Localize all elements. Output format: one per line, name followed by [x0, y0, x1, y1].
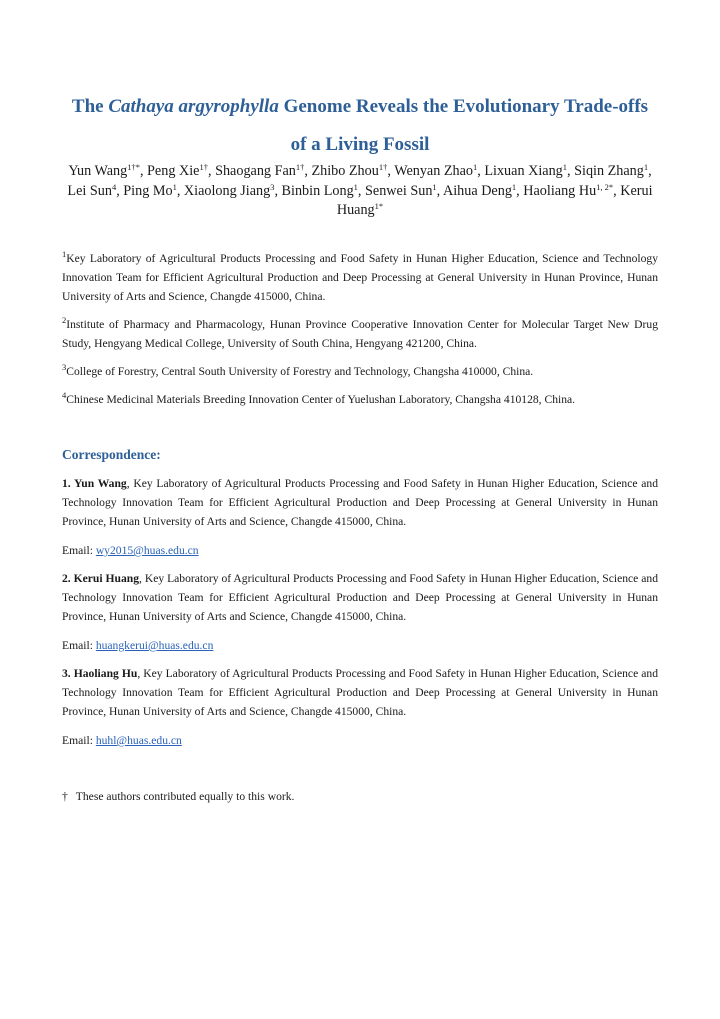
correspondence-email-1 [62, 541, 199, 560]
affiliation-2 [62, 315, 658, 353]
author-affiliation-mark: 4 [111, 181, 117, 192]
author-separator: , [274, 182, 282, 199]
author-name: Lixuan Xiang [484, 163, 563, 179]
author-name: Wenyan Zhao [394, 163, 474, 179]
author-name: Xiaolong Jiang [183, 182, 271, 199]
author-separator: , [567, 163, 575, 179]
author-affiliation-mark: 1 [432, 181, 437, 192]
author-name: Zhibo Zhou [311, 163, 379, 179]
author-name: Peng Xie [147, 163, 200, 179]
author-name: Siqin Zhang [574, 163, 644, 179]
author-separator: , [387, 163, 395, 179]
author-affiliation-mark: 1 [562, 162, 568, 172]
email-label: Email: [62, 544, 96, 557]
email-link[interactable]: wy2015@huas.edu.cn [95, 544, 199, 557]
affiliation-3 [62, 362, 658, 381]
author-affiliation-mark: 1, 2* [596, 181, 614, 192]
correspondent-name: 2. Kerui Huang [62, 572, 140, 585]
title-species-name: Cathaya argyrophylla [108, 96, 279, 117]
author-affiliation-mark: 1* [374, 201, 384, 211]
author-separator: , [613, 182, 621, 199]
affiliation-text: Chinese Medicinal Materials Breeding Innovation Center of Yuelushan Laboratory, Changsha 410128, China. [66, 393, 576, 406]
author-name: Kerui Huang [336, 182, 653, 218]
email-link[interactable]: huhl@huas.edu.cn [95, 734, 182, 747]
author-name: Shaogang Fan [215, 163, 296, 179]
title-suffix: Genome Reveals the Evolutionary Trade-offs [278, 96, 649, 117]
author-name: Lei Sun [67, 182, 112, 199]
correspondent-address: , Key Laboratory of Agricultural Products Processing and Food Safety in Hunan Higher Education, Science and Technology Innovation Team for Efficient Agricultural Production and Deep Processing at General University in Hunan Province, Hunan University of Arts and Science, Changde 415000, China. [62, 477, 658, 528]
correspondent-address: , Key Laboratory of Agricultural Products Processing and Food Safety in Hunan Higher Education, Science and Technology Innovation Team for Efficient Agricultural Production and Deep Processing at General University in Hunan Province, Hunan University of Arts and Science, Changde 415000, China. [62, 572, 658, 623]
author-separator: , [176, 182, 184, 199]
author-list [60, 162, 660, 221]
author-name: Haoliang Hu [523, 182, 597, 199]
email-link[interactable]: huangkerui@huas.edu.cn [95, 639, 214, 652]
author-affiliation-mark: 1 [643, 162, 649, 172]
correspondence-entry-1 [62, 474, 658, 531]
author-affiliation-mark: 1 [172, 181, 177, 192]
author-name: Binbin Long [281, 182, 354, 199]
author-affiliation-mark: 1† [199, 162, 208, 172]
author-affiliation-mark: 1 [473, 162, 478, 172]
author-separator: , [436, 182, 443, 199]
author-affiliation-mark: 3 [270, 181, 275, 192]
affiliation-number: 3 [62, 362, 67, 372]
affiliation-text: Institute of Pharmacy and Pharmacology, Hunan Province Cooperative Innovation Center for Molecular Target New Drug Study, Hengyang Medical College, University of South China, Hengyang 421200, China. [62, 318, 658, 350]
author-separator: , [648, 163, 652, 179]
author-affiliation-mark: 1 [353, 181, 358, 192]
affiliation-text: College of Forestry, Central South University of Forestry and Technology, Changsha 410000, China. [66, 365, 534, 378]
correspondence-email-2 [62, 636, 213, 655]
affiliation-number: 4 [62, 390, 67, 400]
correspondence-entry-3 [62, 664, 658, 721]
correspondent-name: 3. Haoliang Hu [62, 667, 138, 680]
email-label: Email: [62, 639, 96, 652]
author-name: Yun Wang [68, 163, 128, 179]
paper-title-line-1 [40, 95, 680, 119]
author-separator: , [516, 182, 524, 199]
author-name: Aihua Deng [442, 182, 512, 199]
author-name: Ping Mo [123, 182, 173, 199]
affiliation-number: 2 [62, 315, 67, 325]
footnote-text: These authors contributed equally to this work. [75, 790, 295, 803]
correspondent-address: , Key Laboratory of Agricultural Products Processing and Food Safety in Hunan Higher Education, Science and Technology Innovation Team for Efficient Agricultural Production and Deep Processing at General University in Hunan Province, Hunan University of Arts and Science, Changde 415000, China. [62, 667, 658, 718]
author-affiliation-mark: 1†* [127, 162, 140, 172]
email-label: Email: [62, 734, 96, 747]
author-separator: , [304, 163, 312, 179]
equal-contribution-footnote [62, 787, 294, 806]
paper-title-line-2: of a Living Fossil [290, 134, 430, 155]
affiliation-4 [62, 390, 658, 409]
correspondence-heading: Correspondence: [62, 447, 161, 462]
correspondence-email-3 [62, 731, 182, 750]
author-separator: , [477, 163, 485, 179]
author-affiliation-mark: 1† [295, 162, 305, 172]
affiliation-text: Key Laboratory of Agricultural Products Processing and Food Safety in Hunan Higher Education, Science and Technology Innovation Team for Efficient Agricultural Production and Deep Processing at General University in Hunan Province, Hunan University of Arts and Science, Changde 415000, China. [62, 252, 658, 303]
title-prefix: The [71, 96, 109, 117]
correspondent-name: 1. Yun Wang [62, 477, 127, 490]
correspondence-entry-2 [62, 569, 658, 626]
author-affiliation-mark: 1† [378, 162, 388, 172]
author-separator: , [116, 182, 124, 199]
author-affiliation-mark: 1 [511, 181, 517, 192]
affiliation-number: 1 [62, 249, 67, 259]
author-separator: , [139, 163, 148, 179]
author-separator: , [357, 182, 366, 199]
affiliation-1 [62, 249, 658, 306]
author-separator: , [207, 163, 216, 179]
author-name: Senwei Sun [365, 182, 433, 199]
dagger-symbol: † [62, 790, 68, 803]
